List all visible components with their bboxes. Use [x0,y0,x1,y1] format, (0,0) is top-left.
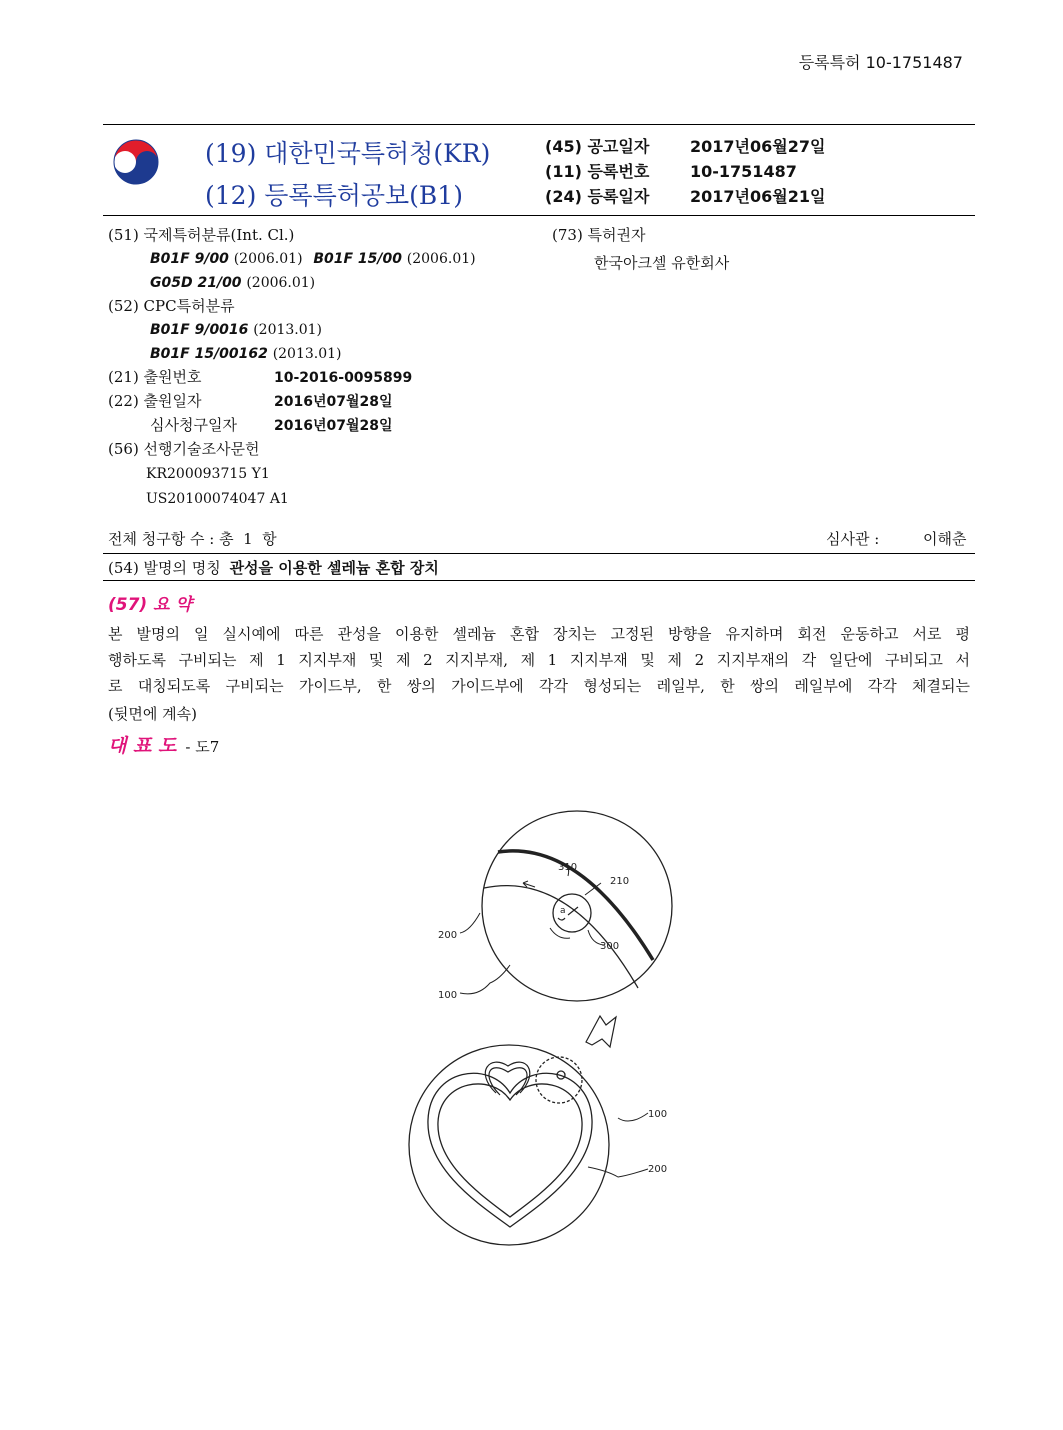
reg-number-label: (11) 등록번호 [545,162,650,181]
figure-label: 300 [600,941,620,952]
magnify-arrow-icon [586,1016,616,1047]
cpc-code: B01F 9/0016 [150,322,249,338]
application-date-label: (22) 출원일자 [108,392,202,410]
abstract-line: 행하도록 구비되는 제 1 지지부재 및 제 2 지지부재, 제 1 지지부재 및 제 2 지지부재의 각 일단에 구비되고 서 [108,651,970,669]
office-name: (19) 대한민국특허청(KR) [205,139,491,168]
figure-label: 100 [648,1109,668,1120]
patentee-name: 한국아크셀 유한회사 [594,254,730,272]
title-top-rule [103,553,975,554]
document-number: 등록특허 10-1751487 [798,53,963,72]
cpc-code: B01F 15/00162 [150,346,268,362]
continued-note: (뒷면에 계속) [108,705,197,723]
detail-circle [553,894,591,932]
top-rule [103,124,975,125]
announce-date-label: (45) 공고일자 [545,137,650,156]
cpc-date: (2013.01) [253,322,323,338]
ipc-code: B01F 9/00 [150,251,229,267]
figure-label: 100 [438,990,458,1001]
cpc-label: (52) CPC특허분류 [108,297,235,315]
abstract-line: 본 발명의 일 실시예에 따른 관성을 이용한 셀레늄 혼합 장치는 고정된 방향을 유지하며 회전 운동하고 서로 평 [108,625,970,643]
bibliographic-data [108,224,548,511]
prior-art-item: KR200093715 Y1 [146,466,270,482]
examiner-label: 심사관 : [826,530,880,548]
heart-track-inner [438,1084,582,1217]
figure-label: a [560,906,566,916]
ipc-code: B01F 15/00 [313,251,402,267]
figure-label: 310 [558,862,578,873]
claim-count: 전체 청구항 수 : 총 1 항 [108,530,277,548]
application-number: 10-2016-0095899 [274,370,413,386]
prior-art-item: US20100074047 A1 [146,491,289,507]
ipc-code: G05D 21/00 [150,275,242,291]
representative-figure: - 도7 [185,738,220,756]
application-date: 2016년07월28일 [274,394,393,410]
exam-request-date-label: 심사청구일자 [150,416,237,434]
magnified-view-circle [482,811,672,1001]
outer-ring [409,1045,609,1245]
examiner-name: 이해춘 [923,530,967,548]
header-rule [103,215,975,216]
application-number-label: (21) 출원번호 [108,368,202,386]
invention-title-label: (54) 발명의 명칭 [108,559,221,577]
ipc-date: (2006.01) [246,275,316,291]
focus-circle [536,1057,582,1103]
announce-date: 2017년06월27일 [690,137,826,156]
abstract-line: 로 대칭되도록 구비되는 가이드부, 한 쌍의 가이드부에 각각 형성되는 레일부, 한 쌍의 레일부에 각각 체결되는 [108,677,970,695]
abstract-body [108,621,970,699]
figure-label: 200 [438,930,458,941]
publication-type: (12) 등록특허공보(B1) [205,181,463,210]
invention-title-row [108,557,439,578]
patentee-label: (73) 특허권자 [552,226,646,244]
kipo-logo-icon [110,136,162,188]
ipc-date: (2006.01) [406,251,476,267]
heart-track-outer [428,1073,592,1227]
reg-date: 2017년06월21일 [690,187,826,206]
reg-number: 10-1751487 [690,162,797,181]
cpc-date: (2013.01) [272,346,342,362]
reg-date-label: (24) 등록일자 [545,187,650,206]
title-bottom-rule [103,580,975,581]
exam-request-date: 2016년07월28일 [274,418,393,434]
figure-label: 200 [648,1164,668,1175]
figure-label: 210 [610,876,630,887]
prior-art-label: (56) 선행기술조사문헌 [108,440,260,458]
representative-drawing [108,731,219,758]
figure-7-drawing [400,810,700,1250]
ipc-date: (2006.01) [233,251,303,267]
invention-title: 관성을 이용한 셀레늄 혼합 장치 [229,559,439,577]
ipc-label: (51) 국제특허분류(Int. Cl.) [108,226,295,244]
representative-label: 대 표 도 [108,735,177,757]
abstract-heading: (57) 요 약 [108,595,192,615]
publication-info [545,134,825,209]
